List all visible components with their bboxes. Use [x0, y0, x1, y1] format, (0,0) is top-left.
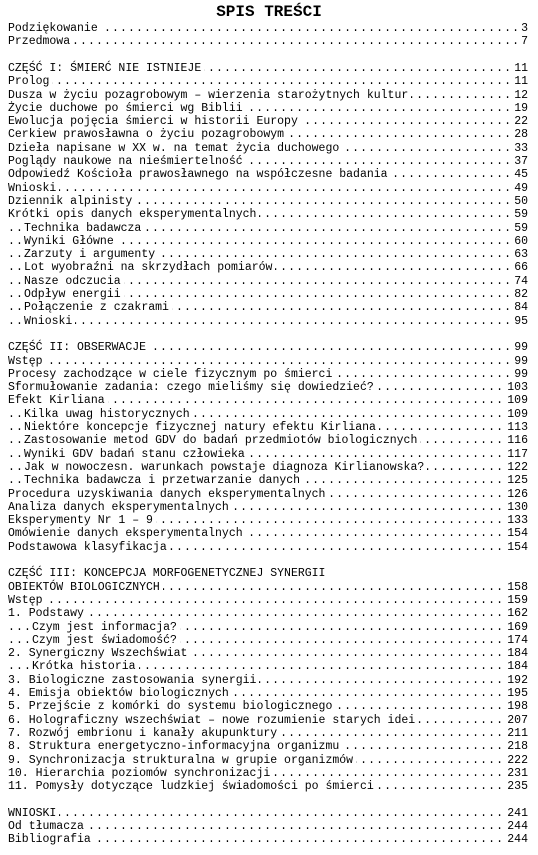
- toc-entry: [0, 75, 538, 89]
- toc-leader-dots: [8, 807, 528, 821]
- toc-entry-page: 174: [504, 634, 528, 648]
- toc-entry: [0, 89, 538, 103]
- toc-entry: [0, 421, 538, 435]
- toc-entry-page: 7: [518, 35, 528, 49]
- toc-entry-page: 126: [504, 488, 528, 502]
- toc-entry-label: Wyniki Główne: [24, 235, 117, 249]
- toc-leader-dots: [8, 75, 528, 89]
- toc-entry-page: 117: [504, 448, 528, 462]
- toc-entry: [0, 288, 538, 302]
- toc-entry: [0, 155, 538, 169]
- toc-entry-label: Wyniki GDV badań stanu człowieka: [24, 448, 248, 462]
- toc-entry-label: 2. Synergiczny Wszechświat: [8, 647, 190, 661]
- toc-entry-label: Procedura uzyskiwania danych eksperymentalnych: [8, 488, 328, 502]
- toc-entry: [0, 102, 538, 116]
- toc-entry-page: 99: [511, 341, 528, 355]
- toc-entry: [0, 581, 538, 595]
- toc-entry: [0, 394, 538, 408]
- toc-entry-label: Wstęp: [8, 594, 46, 608]
- toc-entry-label: Sformułowanie zadania: czego mieliśmy się dowiedzieć?: [8, 381, 377, 395]
- toc-entry: [0, 22, 538, 36]
- toc-entry: [0, 621, 538, 635]
- toc-entry-label: 8. Struktura energetyczno-informacyjna organizmu: [8, 740, 342, 754]
- toc-entry-page: 195: [504, 687, 528, 701]
- toc-entry-label: Od tłumacza: [8, 820, 87, 834]
- toc-entry-label: Odpływ energii: [24, 288, 124, 302]
- toc-entry-label: Cerkiew prawosławna o życiu pozagrobowym: [8, 128, 287, 142]
- toc-entry-page: 45: [511, 168, 528, 182]
- toc-entry-label: 11. Pomysły dotyczące ludzkiej świadomości po śmierci: [8, 780, 377, 794]
- toc-entry-page: 122: [504, 461, 528, 475]
- toc-entry-page: 154: [504, 527, 528, 541]
- toc-entry: [0, 368, 538, 382]
- toc-entry-page: 133: [504, 514, 528, 528]
- toc-entry: [0, 434, 538, 448]
- toc-entry-page: 66: [511, 261, 528, 275]
- toc-entry-label: Technika badawcza i przetwarzanie danych: [24, 474, 303, 488]
- toc-entry-label: CZĘŚĆ III: KONCEPCJA MORFOGENETYCZNEJ SYNERGII: [8, 567, 328, 581]
- toc-entry: [0, 527, 538, 541]
- toc-leader-dots: [8, 355, 528, 369]
- toc-entry-label: Wnioski: [8, 182, 59, 196]
- toc-entry: [0, 208, 538, 222]
- toc-entry-page: 169: [504, 621, 528, 635]
- toc-entry-page: 3: [518, 22, 528, 36]
- toc-entry-label: Prolog: [8, 75, 52, 89]
- toc-entry: [0, 142, 538, 156]
- toc-entry-label: Niektóre koncepcje fizycznej natury efektu Kirliana: [24, 421, 379, 435]
- toc-leader-dots: [8, 182, 528, 196]
- toc-entry: [0, 248, 538, 262]
- toc-entry-label: Ewolucja pojęcia śmierci w historii Europy: [8, 115, 301, 129]
- toc-entry-page: 231: [504, 767, 528, 781]
- toc-entry: [0, 474, 538, 488]
- toc-entry-label: Podziękowanie: [8, 22, 101, 36]
- toc-entry-label: Krótki opis danych eksperymentalnych: [8, 208, 259, 222]
- toc-entry-label: Odpowiedź Kościoła prawosławnego na współczesne badania: [8, 168, 391, 182]
- toc-entry-label: Połączenie z czakrami: [24, 301, 172, 315]
- toc-entry: [0, 448, 538, 462]
- toc-entry-label: Lot wyobraźni na skrzydłach pomiarów: [24, 261, 275, 275]
- toc-entry: [0, 182, 538, 196]
- toc-entry: [0, 607, 538, 621]
- toc-entry-page: 244: [504, 833, 528, 847]
- toc-entry-label: Podstawowa klasyfikacja: [8, 541, 170, 555]
- toc-entry-label: 3. Biologiczne zastosowania synergii: [8, 674, 259, 688]
- toc-entry-label: Nasze odczucia: [24, 275, 124, 289]
- toc-entry-page: 162: [504, 607, 528, 621]
- toc-entry-page: 33: [511, 142, 528, 156]
- toc-entry: [0, 687, 538, 701]
- toc-entry-page: 222: [504, 754, 528, 768]
- toc-entry-page: 116: [504, 434, 528, 448]
- toc-entry: [0, 634, 538, 648]
- toc-entry-page: 37: [511, 155, 528, 169]
- toc-entry-label: Poglądy naukowe na nieśmiertelność: [8, 155, 246, 169]
- toc-entry-page: 244: [504, 820, 528, 834]
- toc-entry-label: Efekt Kirliana: [8, 394, 108, 408]
- toc-entry-page: 109: [504, 394, 528, 408]
- toc-entry-page: 218: [504, 740, 528, 754]
- toc-leader-dots: [8, 35, 528, 49]
- toc-entry-page: 12: [511, 89, 528, 103]
- toc-entry-page: 184: [504, 660, 528, 674]
- toc-entry-page: 192: [504, 674, 528, 688]
- toc-entry: [0, 567, 538, 581]
- toc-entry-label: 1. Podstawy: [8, 607, 87, 621]
- toc-entry-page: 113: [504, 421, 528, 435]
- toc-entry: [0, 807, 538, 821]
- toc-leader-dots: [8, 315, 528, 329]
- toc-entry: [0, 541, 538, 555]
- toc-entry: [0, 341, 538, 355]
- toc-entry: [0, 647, 538, 661]
- toc-entry-page: 60: [511, 235, 528, 249]
- toc-entry-page: 99: [511, 355, 528, 369]
- toc-entry-page: 99: [511, 368, 528, 382]
- toc-entry: [0, 315, 538, 329]
- toc-entry-label: WNIOSKI: [8, 807, 59, 821]
- toc-entry-page: 74: [511, 275, 528, 289]
- toc-entry-label: Zarzuty i argumenty: [24, 248, 158, 262]
- toc-entry: [0, 820, 538, 834]
- toc-entry-page: 11: [511, 75, 528, 89]
- toc-entry-page: 59: [511, 208, 528, 222]
- toc-entry-label: CZĘŚĆ I: ŚMIERĆ NIE ISTNIEJE: [8, 62, 204, 76]
- toc-entry-page: 22: [511, 115, 528, 129]
- toc-entry: [0, 767, 538, 781]
- toc-entry: [0, 714, 538, 728]
- toc-entry-label: Omówienie danych eksperymentalnych: [8, 527, 246, 541]
- toc-entry-page: 82: [511, 288, 528, 302]
- toc-entry-page: 184: [504, 647, 528, 661]
- toc-entry-label: Dziennik alpinisty: [8, 195, 135, 209]
- toc-entry: [0, 514, 538, 528]
- toc-entry-label: Technika badawcza: [24, 222, 144, 236]
- toc-entry: [0, 115, 538, 129]
- toc-entry: [0, 62, 538, 76]
- toc-entry: [0, 727, 538, 741]
- toc-entry-label: Wnioski: [24, 315, 75, 329]
- toc-entry: [0, 408, 538, 422]
- toc-entry-page: 11: [511, 62, 528, 76]
- toc-entry-label: Czym jest świadomość?: [32, 634, 180, 648]
- toc-entry: [0, 833, 538, 847]
- toc-entry-page: 28: [511, 128, 528, 142]
- toc-entry: [0, 128, 538, 142]
- toc-entry: [0, 461, 538, 475]
- toc-entry-label: Procesy zachodzące w ciele fizycznym po śmierci: [8, 368, 335, 382]
- toc-entry: [0, 301, 538, 315]
- page-title: SPIS TREŚCI: [216, 3, 322, 21]
- toc-entry: [0, 740, 538, 754]
- toc-entry: [0, 235, 538, 249]
- toc-entry-label: Zastosowanie metod GDV do badań przedmiotów biologicznych: [24, 434, 420, 448]
- toc-entry-page: 158: [504, 581, 528, 595]
- toc-entry-label: Dusza w życiu pozagrobowym – wierzenia starożytnych kultur: [8, 89, 411, 103]
- toc-entry: [0, 501, 538, 515]
- toc-entry-label: 9. Synchronizacja strukturalna w grupie organizmów: [8, 754, 356, 768]
- toc-entry-page: 211: [504, 727, 528, 741]
- toc-entry-label: Dzieła napisane w XX w. na temat życia duchowego: [8, 142, 342, 156]
- toc-entry-page: 159: [504, 594, 528, 608]
- toc-entry-label: Życie duchowe po śmierci wg Biblii: [8, 102, 246, 116]
- toc-entry-page: 241: [504, 807, 528, 821]
- toc-entry-page: 19: [511, 102, 528, 116]
- toc-entry-label: Jak w nowoczesn. warunkach powstaje diagnoza Kirlianowska?: [24, 461, 427, 475]
- toc-entry-label: Krótka historia: [32, 660, 139, 674]
- toc-entry: [0, 168, 538, 182]
- toc-entry-page: 235: [504, 780, 528, 794]
- toc-entry-page: 154: [504, 541, 528, 555]
- toc-entry-label: Analiza danych eksperymentalnych: [8, 501, 232, 515]
- toc-entry: [0, 594, 538, 608]
- toc-entry: [0, 488, 538, 502]
- toc-entry-label: 5. Przejście z komórki do systemu biologicznego: [8, 700, 335, 714]
- toc-entry-label: Kilka uwag historycznych: [24, 408, 193, 422]
- toc-entry: [0, 754, 538, 768]
- toc-entry-page: 49: [511, 182, 528, 196]
- toc-entry-page: 59: [511, 222, 528, 236]
- toc-entry-label: Czym jest informacja?: [32, 621, 180, 635]
- toc-entry-page: 84: [511, 301, 528, 315]
- toc-entry: [0, 674, 538, 688]
- toc-entry: [0, 381, 538, 395]
- toc-entry-label: CZĘŚĆ II: OBSERWACJE: [8, 341, 149, 355]
- toc-entry-label: Przedmowa: [8, 35, 73, 49]
- toc-entry-label: OBIEKTÓW BIOLOGICZNYCH: [8, 581, 163, 595]
- toc-entry: [0, 660, 538, 674]
- toc-entry-label: 7. Rozwój embrionu i kanały akupunktury: [8, 727, 280, 741]
- toc-entry: [0, 261, 538, 275]
- toc-entry-label: Bibliografia: [8, 833, 94, 847]
- toc-entry-label: 10. Hierarchia poziomów synchronizacji: [8, 767, 273, 781]
- toc-entry-label: Wstęp: [8, 355, 46, 369]
- toc-entry-label: 6. Holograficzny wszechświat – nowe rozumienie starych idei: [8, 714, 418, 728]
- toc-entry: [0, 780, 538, 794]
- toc-entry: [0, 195, 538, 209]
- toc-entry-page: 130: [504, 501, 528, 515]
- toc-entry: [0, 355, 538, 369]
- toc-entry-page: 50: [511, 195, 528, 209]
- toc-entry-page: 198: [504, 700, 528, 714]
- toc-leader-dots: [8, 594, 528, 608]
- toc-entry-label: 4. Emisja obiektów biologicznych: [8, 687, 232, 701]
- toc-entry-page: 125: [504, 474, 528, 488]
- toc-entry-page: 103: [504, 381, 528, 395]
- toc-entry: [0, 700, 538, 714]
- toc-entry: [0, 222, 538, 236]
- toc-entry-page: 63: [511, 248, 528, 262]
- toc-entry: [0, 35, 538, 49]
- toc-entry: [0, 275, 538, 289]
- toc-entry-page: 95: [511, 315, 528, 329]
- toc-entry-page: 207: [504, 714, 528, 728]
- toc-entry-page: 109: [504, 408, 528, 422]
- toc-entry-label: Eksperymenty Nr 1 – 9: [8, 514, 156, 528]
